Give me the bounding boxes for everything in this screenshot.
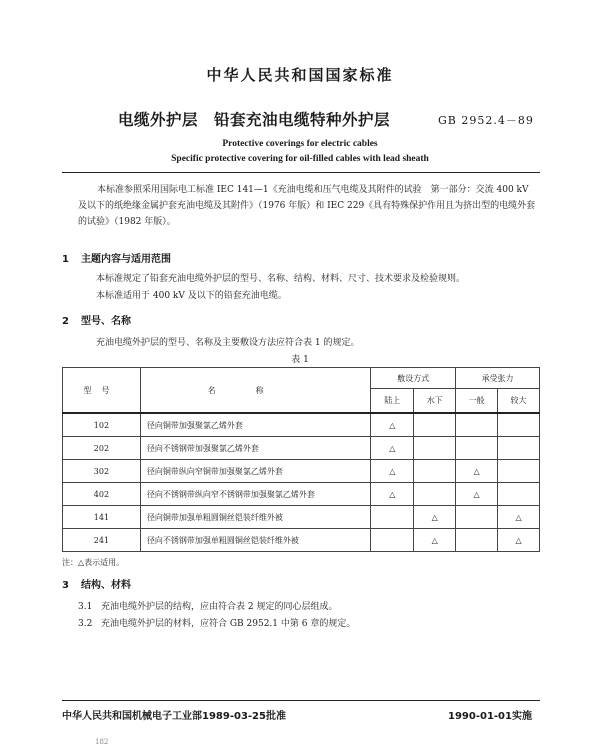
cell-general — [456, 506, 498, 529]
cell-large — [498, 437, 540, 460]
cell-underwater — [414, 413, 456, 437]
table-row — [63, 529, 540, 552]
cell-model: 302 — [63, 460, 141, 483]
standard-number: GB 2952.4－89 — [438, 114, 534, 127]
cell-underwater: △ — [414, 529, 456, 552]
cell-name: 径向铜带纵向窄铜带加强聚氯乙烯外套 — [140, 460, 371, 483]
table-row — [63, 413, 540, 437]
cell-underwater — [414, 460, 456, 483]
title-zh-part1: 电缆外护层 — [118, 111, 199, 129]
cell-land — [371, 506, 414, 529]
section-1-line-1: 本标准规定了铅套充油电缆外护层的型号、名称、结构、材料、尺寸、技术要求及检验规则。 — [96, 274, 466, 284]
header-name: 名称 — [140, 368, 371, 414]
cell-underwater — [414, 483, 456, 506]
footer-divider — [62, 700, 540, 701]
intro-paragraph: 本标准参照采用国际电工标准 IEC 141—1《充油电缆和压气电缆及其附件的试验 第一部分：交流 400 kV 及以下的纸绝缘金属护套充油电缆及其附件》（1976 年版）和 IEC 229《具有特殊保护作用且为挤出型的电缆外套的试验》（1982 年版）。 — [78, 185, 536, 227]
cell-underwater: △ — [414, 506, 456, 529]
cell-large — [498, 460, 540, 483]
cell-model: 202 — [63, 437, 141, 460]
implementation-date: 1990-01-01实施 — [448, 711, 532, 722]
document-title-zh — [118, 108, 390, 130]
cell-general: △ — [456, 460, 498, 483]
section-3-heading — [62, 576, 131, 591]
clause-text: 充油电缆外护层的材料，应符合 GB 2952.1 中第 6 章的规定。 — [101, 619, 356, 629]
clause-3-1 — [78, 599, 337, 612]
section-1-heading — [62, 250, 171, 265]
header-laying: 敷设方式 — [371, 368, 456, 389]
cell-land: △ — [371, 460, 414, 483]
cell-model: 241 — [63, 529, 141, 552]
header-model: 型号 — [63, 368, 141, 414]
page-number: 182 — [95, 738, 109, 746]
section-1-line-2: 本标准适用于 400 kV 及以下的铅套充油电缆。 — [96, 291, 287, 301]
cell-land: △ — [371, 483, 414, 506]
title-zh-part2: 铅套充油电缆特种外护层 — [214, 111, 391, 129]
cell-model: 402 — [63, 483, 141, 506]
cell-name: 径向铜带加强单粗圆铜丝铠装纤维外被 — [140, 506, 371, 529]
header-underwater: 水下 — [414, 389, 456, 414]
table-row — [63, 460, 540, 483]
section-title: 主题内容与适用范围 — [81, 254, 171, 265]
cell-large: △ — [498, 529, 540, 552]
section-number: 2 — [62, 316, 69, 327]
title-en-line1: Protective coverings for electric cables — [222, 139, 378, 149]
cell-model: 102 — [63, 413, 141, 437]
table-row — [63, 437, 540, 460]
clause-3-2 — [78, 616, 355, 629]
section-title: 型号、名称 — [81, 316, 131, 327]
section-title: 结构、材料 — [81, 580, 131, 591]
cell-land — [371, 529, 414, 552]
cell-general — [456, 437, 498, 460]
section-number: 3 — [62, 580, 69, 591]
clause-text: 充油电缆外护层的结构，应由符合表 2 规定的同心层组成。 — [101, 602, 338, 612]
cell-large — [498, 413, 540, 437]
cell-general: △ — [456, 483, 498, 506]
cell-name: 径向不锈钢带加强单粗圆铜丝铠装纤维外被 — [140, 529, 371, 552]
header-divider — [62, 172, 540, 173]
table-row — [63, 506, 540, 529]
cell-model: 141 — [63, 506, 141, 529]
cell-name: 径向铜带加强聚氯乙烯外套 — [140, 413, 371, 437]
title-en-line2: Specific protective covering for oil-filled cables with lead sheath — [171, 154, 429, 164]
section-2-line-1: 充油电缆外护层的型号、名称及主要敷设方法应符合表 1 的规定。 — [96, 338, 360, 348]
cell-land: △ — [371, 437, 414, 460]
cell-general — [456, 413, 498, 437]
cell-name: 径向不锈钢带纵向窄不锈钢带加强聚氯乙烯外套 — [140, 483, 371, 506]
cell-name: 径向不锈钢带加强聚氯乙烯外套 — [140, 437, 371, 460]
header-general: 一般 — [456, 389, 498, 414]
section-2-heading — [62, 312, 131, 327]
cell-land: △ — [371, 413, 414, 437]
cell-general — [456, 529, 498, 552]
table-1 — [62, 367, 540, 552]
approval-line: 中华人民共和国机械电子工业部1989-03-25批准 — [62, 711, 286, 722]
table-1-caption: 表 1 — [291, 355, 309, 365]
clause-number: 3.1 — [78, 602, 93, 612]
table-row — [63, 483, 540, 506]
section-number: 1 — [62, 254, 69, 265]
table-1-note: 注：△表示适用。 — [62, 558, 125, 567]
cell-large: △ — [498, 506, 540, 529]
clause-number: 3.2 — [78, 619, 93, 629]
header-large: 较大 — [498, 389, 540, 414]
national-standard-heading: 中华人民共和国国家标准 — [206, 66, 394, 84]
cell-underwater — [414, 437, 456, 460]
header-land: 陆上 — [371, 389, 414, 414]
header-tension: 承受张力 — [456, 368, 540, 389]
cell-large — [498, 483, 540, 506]
